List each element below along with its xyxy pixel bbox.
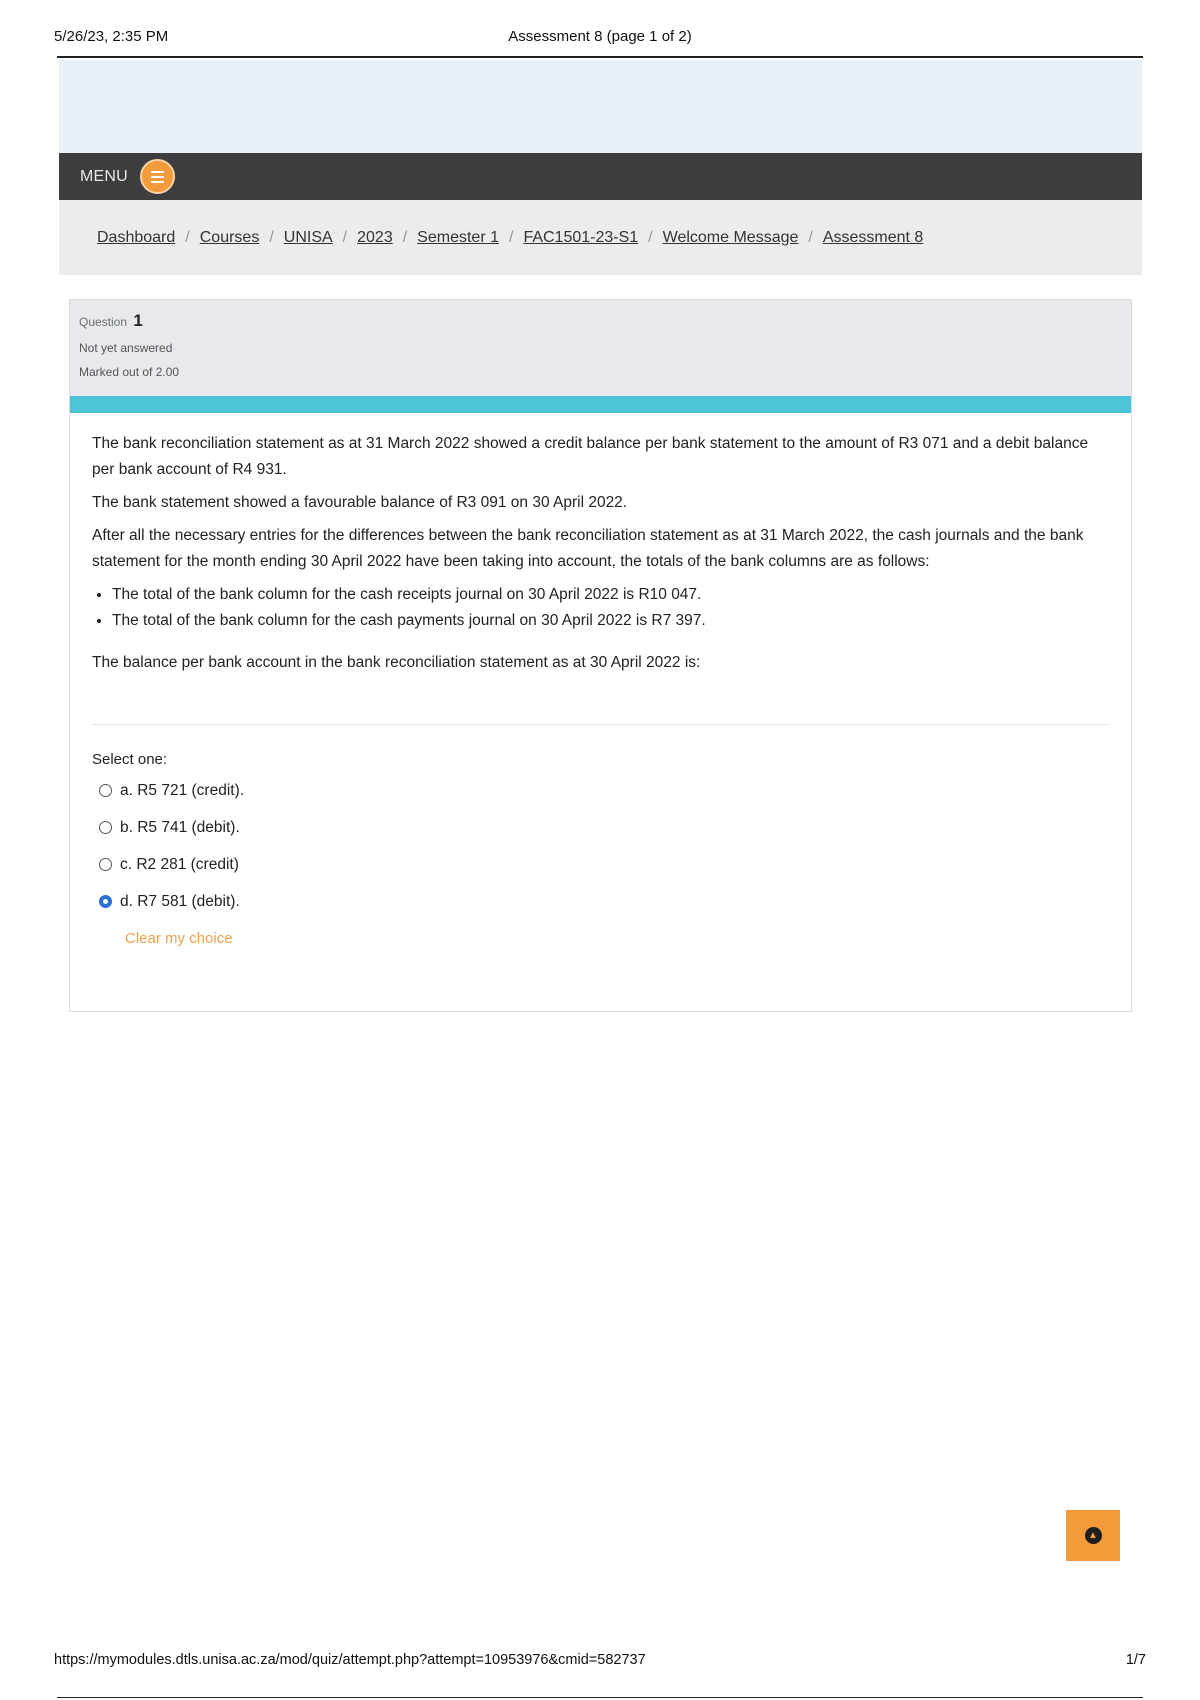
question-card — [69, 299, 1132, 1012]
answer-option-a[interactable] — [99, 772, 1131, 809]
question-paragraph: After all the necessary entries for the differences between the bank reconciliation statement as at 31 March 2022, the cash journals and the bank statement for the month ending 30 April 2022 have been taking into account, the totals of the bank columns are as follows: — [92, 527, 1084, 570]
answer-option-label: c. R2 281 (credit) — [120, 855, 239, 873]
breadcrumb-welcome[interactable]: Welcome Message — [662, 228, 799, 246]
answer-option-label: a. R5 721 (credit). — [120, 781, 245, 799]
question-info — [70, 300, 1131, 396]
radio-button-selected[interactable] — [99, 895, 112, 908]
question-state: Not yet answered — [79, 341, 173, 355]
breadcrumb-semester[interactable]: Semester 1 — [417, 228, 499, 246]
menu-button[interactable] — [140, 159, 175, 194]
breadcrumb-unisa[interactable]: UNISA — [283, 228, 333, 246]
answer-option-label: d. R7 581 (debit). — [120, 892, 240, 910]
breadcrumb-bar — [59, 200, 1142, 275]
breadcrumb-assessment[interactable]: Assessment 8 — [822, 228, 924, 246]
question-grade: Marked out of 2.00 — [79, 365, 180, 379]
menu-label[interactable]: MENU — [80, 167, 128, 185]
print-datetime: 5/26/23, 2:35 PM — [54, 28, 169, 45]
question-number: 1 — [133, 311, 143, 330]
breadcrumb-separator: / — [269, 228, 274, 246]
header-rule — [57, 56, 1143, 58]
breadcrumb-dashboard[interactable]: Dashboard — [97, 228, 176, 246]
clear-choice-link[interactable]: Clear my choice — [125, 930, 233, 947]
answer-option-c[interactable] — [99, 846, 1131, 883]
radio-button[interactable] — [99, 784, 112, 797]
question-paragraph: The bank reconciliation statement as at 31 March 2022 showed a credit balance per bank statement to the amount of R3 071 and a debit balance per bank account of R4 931. — [92, 435, 1089, 478]
breadcrumb — [97, 229, 923, 247]
answer-option-d[interactable] — [99, 883, 1131, 920]
question-accent-bar — [70, 396, 1131, 413]
breadcrumb-separator: / — [185, 228, 190, 246]
radio-button[interactable] — [99, 821, 112, 834]
breadcrumb-separator: / — [808, 228, 813, 246]
print-url: https://mymodules.dtls.unisa.ac.za/mod/quiz/attempt.php?attempt=10953976&cmid=582737 — [54, 1652, 646, 1668]
question-text — [70, 413, 1131, 676]
breadcrumb-separator: / — [648, 228, 653, 246]
radio-button[interactable] — [99, 858, 112, 871]
breadcrumb-year[interactable]: 2023 — [357, 228, 393, 246]
chevron-up-icon: ▲ — [1085, 1527, 1102, 1544]
breadcrumb-course[interactable]: FAC1501-23-S1 — [523, 228, 639, 246]
hamburger-icon — [151, 171, 164, 186]
question-label: Question — [79, 315, 128, 329]
site-banner — [59, 60, 1142, 153]
breadcrumb-separator: / — [508, 228, 514, 246]
footer-rule — [57, 1697, 1143, 1698]
divider — [92, 724, 1109, 725]
navbar — [59, 153, 1142, 200]
answer-option-label: b. R5 741 (debit). — [120, 818, 240, 836]
print-page-number: 1/7 — [1125, 1652, 1146, 1668]
select-one-label: Select one: — [92, 751, 168, 768]
question-bullets — [92, 582, 1109, 634]
breadcrumb-courses[interactable]: Courses — [199, 228, 260, 246]
question-prompt: The balance per bank account in the bank reconciliation statement as at 30 April 2022 is: — [92, 654, 701, 671]
question-number-line — [79, 311, 1131, 331]
back-to-top-button[interactable] — [1066, 1510, 1120, 1561]
question-bullet: • The total of the bank column for the cash payments journal on 30 April 2022 is R7 397. — [112, 608, 1109, 634]
answer-options — [99, 772, 1131, 920]
breadcrumb-separator: / — [342, 228, 348, 246]
answer-option-b[interactable] — [99, 809, 1131, 846]
question-paragraph: The bank statement showed a favourable balance of R3 091 on 30 April 2022. — [92, 494, 628, 511]
question-bullet: • The total of the bank column for the cash receipts journal on 30 April 2022 is R10 047. — [112, 582, 1109, 608]
print-page-title: Assessment 8 (page 1 of 2) — [508, 28, 692, 45]
breadcrumb-separator: / — [402, 228, 408, 246]
